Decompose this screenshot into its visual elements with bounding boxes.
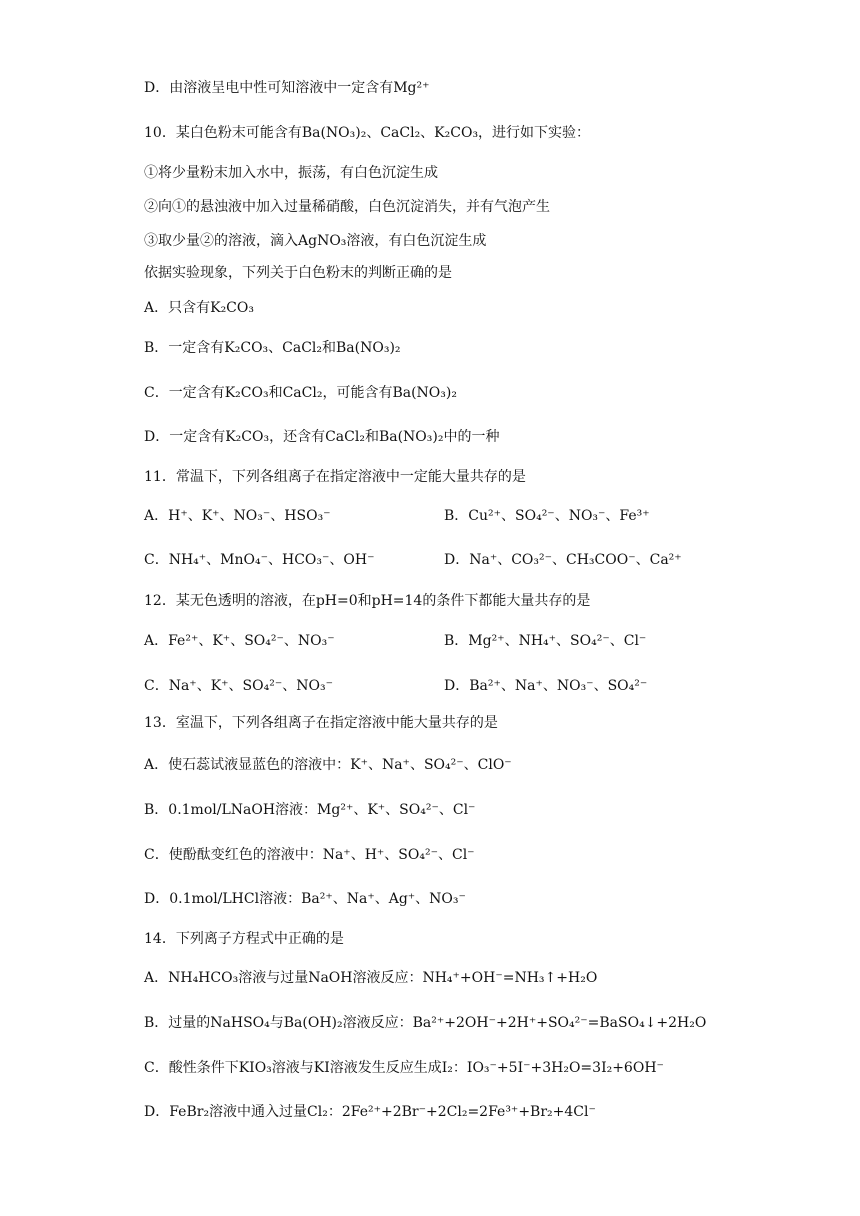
q14-option-b: B．过量的NaHSO₄与Ba(OH)₂溶液反应：Ba²⁺+2OH⁻+2H⁺+SO₄²⁻=BaSO₄↓+2H₂O <box>144 1015 707 1031</box>
q11-option-d: D．Na⁺、CO₃²⁻、CH₃COO⁻、Ca²⁺ <box>444 552 682 568</box>
q13-stem: 13．室温下，下列各组离子在指定溶液中能大量共存的是 <box>144 715 498 731</box>
q10-step-1: ①将少量粉末加入水中，振荡，有白色沉淀生成 <box>144 165 438 181</box>
q11-option-c: C．NH₄⁺、MnO₄⁻、HCO₃⁻、OH⁻ <box>144 552 375 568</box>
q13-option-d: D．0.1mol/LHCl溶液：Ba²⁺、Na⁺、Ag⁺、NO₃⁻ <box>144 891 466 907</box>
q12-option-b: B．Mg²⁺、NH₄⁺、SO₄²⁻、Cl⁻ <box>444 633 647 649</box>
q10-step-2: ②向①的悬浊液中加入过量稀硝酸，白色沉淀消失，并有气泡产生 <box>144 199 550 215</box>
q10-option-c: C．一定含有K₂CO₃和CaCl₂，可能含有Ba(NO₃)₂ <box>144 385 457 401</box>
q14-option-d: D．FeBr₂溶液中通入过量Cl₂：2Fe²⁺+2Br⁻+2Cl₂=2Fe³⁺+Br₂+4Cl⁻ <box>144 1104 596 1120</box>
q10-option-d: D．一定含有K₂CO₃，还含有CaCl₂和Ba(NO₃)₂中的一种 <box>144 429 500 445</box>
q10-stem: 10．某白色粉末可能含有Ba(NO₃)₂、CaCl₂、K₂CO₃，进行如下实验： <box>144 125 591 141</box>
q12-option-c: C．Na⁺、K⁺、SO₄²⁻、NO₃⁻ <box>144 678 333 694</box>
q10-step-3: ③取少量②的溶液，滴入AgNO₃溶液，有白色沉淀生成 <box>144 233 487 249</box>
q10-option-b: B．一定含有K₂CO₃、CaCl₂和Ba(NO₃)₂ <box>144 340 401 356</box>
q14-option-c: C．酸性条件下KIO₃溶液与KI溶液发生反应生成I₂：IO₃⁻+5I⁻+3H₂O=3I₂+6OH⁻ <box>144 1060 664 1076</box>
q12-stem: 12．某无色透明的溶液，在pH=0和pH=14的条件下都能大量共存的是 <box>144 593 591 609</box>
q9-option-d: D．由溶液呈电中性可知溶液中一定含有Mg²⁺ <box>144 80 430 96</box>
q14-stem: 14．下列离子方程式中正确的是 <box>144 931 344 947</box>
q10-question: 依据实验现象，下列关于白色粉末的判断正确的是 <box>144 265 452 281</box>
q13-option-b: B．0.1mol/LNaOH溶液：Mg²⁺、K⁺、SO₄²⁻、Cl⁻ <box>144 802 476 818</box>
q14-option-a: A．NH₄HCO₃溶液与过量NaOH溶液反应：NH₄⁺+OH⁻=NH₃↑+H₂O <box>144 970 598 986</box>
q12-option-a: A．Fe²⁺、K⁺、SO₄²⁻、NO₃⁻ <box>144 633 335 649</box>
q13-option-c: C．使酚酞变红色的溶液中：Na⁺、H⁺、SO₄²⁻、Cl⁻ <box>144 847 475 863</box>
q11-option-a: A．H⁺、K⁺、NO₃⁻、HSO₃⁻ <box>144 508 331 524</box>
q11-option-b: B．Cu²⁺、SO₄²⁻、NO₃⁻、Fe³⁺ <box>444 508 650 524</box>
q12-option-d: D．Ba²⁺、Na⁺、NO₃⁻、SO₄²⁻ <box>444 678 648 694</box>
q11-stem: 11．常温下，下列各组离子在指定溶液中一定能大量共存的是 <box>144 469 526 485</box>
q13-option-a: A．使石蕊试液显蓝色的溶液中：K⁺、Na⁺、SO₄²⁻、ClO⁻ <box>144 757 512 773</box>
q10-option-a: A．只含有K₂CO₃ <box>144 300 254 316</box>
